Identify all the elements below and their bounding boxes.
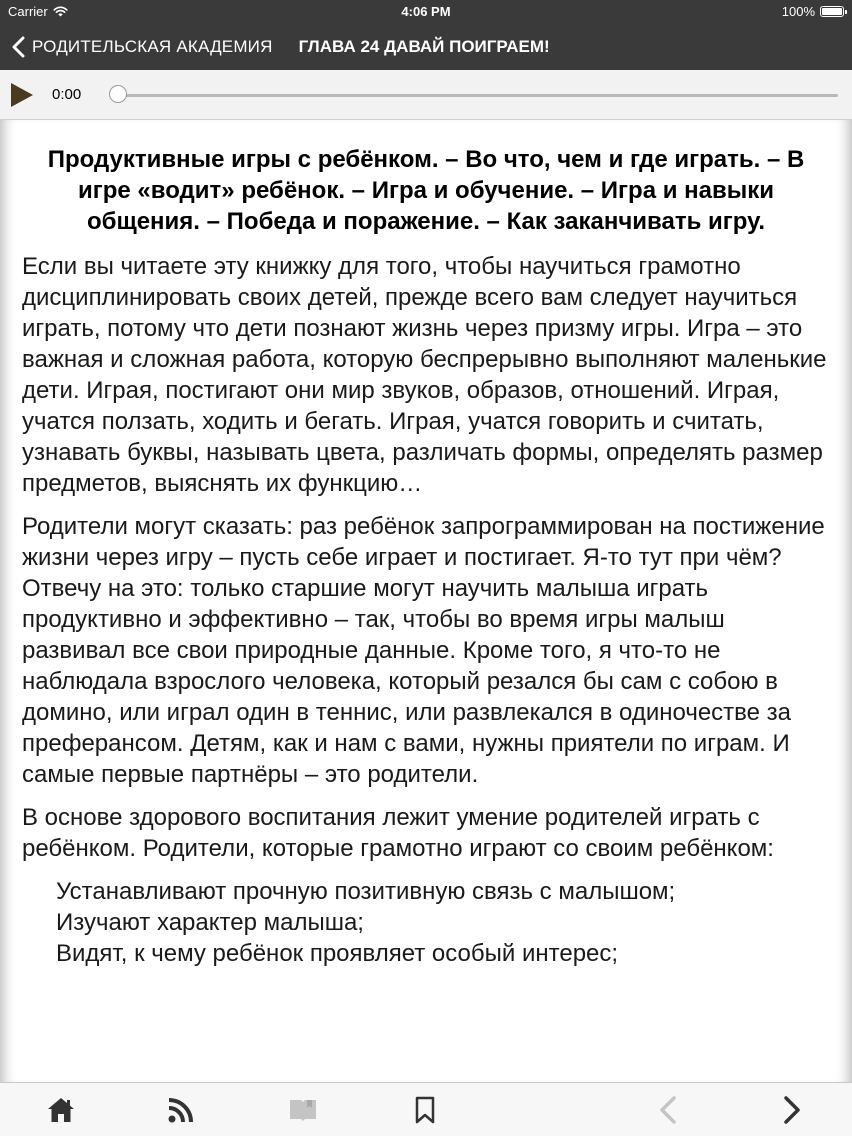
battery-group: [782, 4, 844, 19]
chevron-left-icon[interactable]: [654, 1095, 684, 1125]
audio-player: [0, 70, 852, 120]
chevron-left-icon: [10, 36, 28, 58]
play-icon: [11, 83, 33, 107]
paragraph: Если вы читаете эту книжку для того, чтобы научиться грамотно дисциплинировать своих детей, прежде всего вам следует научиться играть, потому что дети познают жизнь через призму игры. Игра – это важная и сложная работа, которую беспрерывно выполняют маленькие дети. Играя, постигают они мир звуков, образов, отношений. Играя, учатся ползать, ходить и бегать. Играя, учатся говорить и считать, узнавать буквы, называть цвета, различать формы, определять размер предметов, выяснять их функцию…: [22, 253, 827, 497]
chevron-right-icon[interactable]: [776, 1095, 806, 1125]
chapter-heading: Продуктивные игры с ребёнком. – Во что, чем и где играть. – В игре «водит» ребёнок. – Игра и обучение. – Игра и навыки общения. – Победа и поражение. – Как заканчивать игру.: [47, 146, 805, 235]
carrier-label: Carrier: [8, 4, 48, 19]
paragraph: В основе здорового воспитания лежит умение родителей играть с ребёнком. Родители, которые грамотно играют со своим ребёнком:: [22, 804, 774, 862]
bookmark-icon[interactable]: [410, 1095, 440, 1125]
back-button[interactable]: [10, 24, 273, 70]
book-icon[interactable]: [288, 1095, 318, 1125]
status-time: 4:06 PM: [401, 4, 451, 19]
benefits-list: [56, 876, 830, 969]
list-item: Изучают характер малыша;: [56, 909, 364, 936]
progress-track[interactable]: [118, 94, 838, 97]
list-item: Устанавливают прочную позитивную связь с малышом;: [56, 878, 676, 905]
home-icon[interactable]: [46, 1095, 76, 1125]
book-content: [0, 120, 852, 1082]
rss-icon[interactable]: [166, 1095, 196, 1125]
player-time: 0:00: [52, 86, 82, 103]
navigation-bar: [0, 24, 852, 70]
chapter-title: ГЛАВА 24 ДАВАЙ ПОИГРАЕМ!: [298, 37, 550, 56]
paragraph: Родители могут сказать: раз ребёнок запрограммирован на постижение жизни через игру – пусть себе играет и постигает. Я-то тут при чём? Отвечу на это: только старшие могут научить малыша играть продуктивно и эффективно – так, чтобы во время игры малыш развивал все свои природные данные. Кроме того, я что-то не наблюдала взрослого человека, который резался бы сам с собою в домино, или играл один в теннис, или развлекался в одиночестве за преферансом. Детям, как и нам с вами, нужны приятели по играм. И самые первые партнёры – это родители.: [22, 513, 825, 788]
progress-slider-knob[interactable]: [109, 85, 127, 103]
battery-percent: 100%: [781, 4, 815, 19]
back-label: РОДИТЕЛЬСКАЯ АКАДЕМИЯ: [32, 37, 273, 56]
status-bar: [0, 0, 852, 24]
list-item: Видят, к чему ребёнок проявляет особый интерес;: [56, 940, 619, 967]
play-button[interactable]: [10, 82, 34, 108]
battery-icon: [820, 6, 844, 17]
tab-bar: [0, 1082, 852, 1136]
